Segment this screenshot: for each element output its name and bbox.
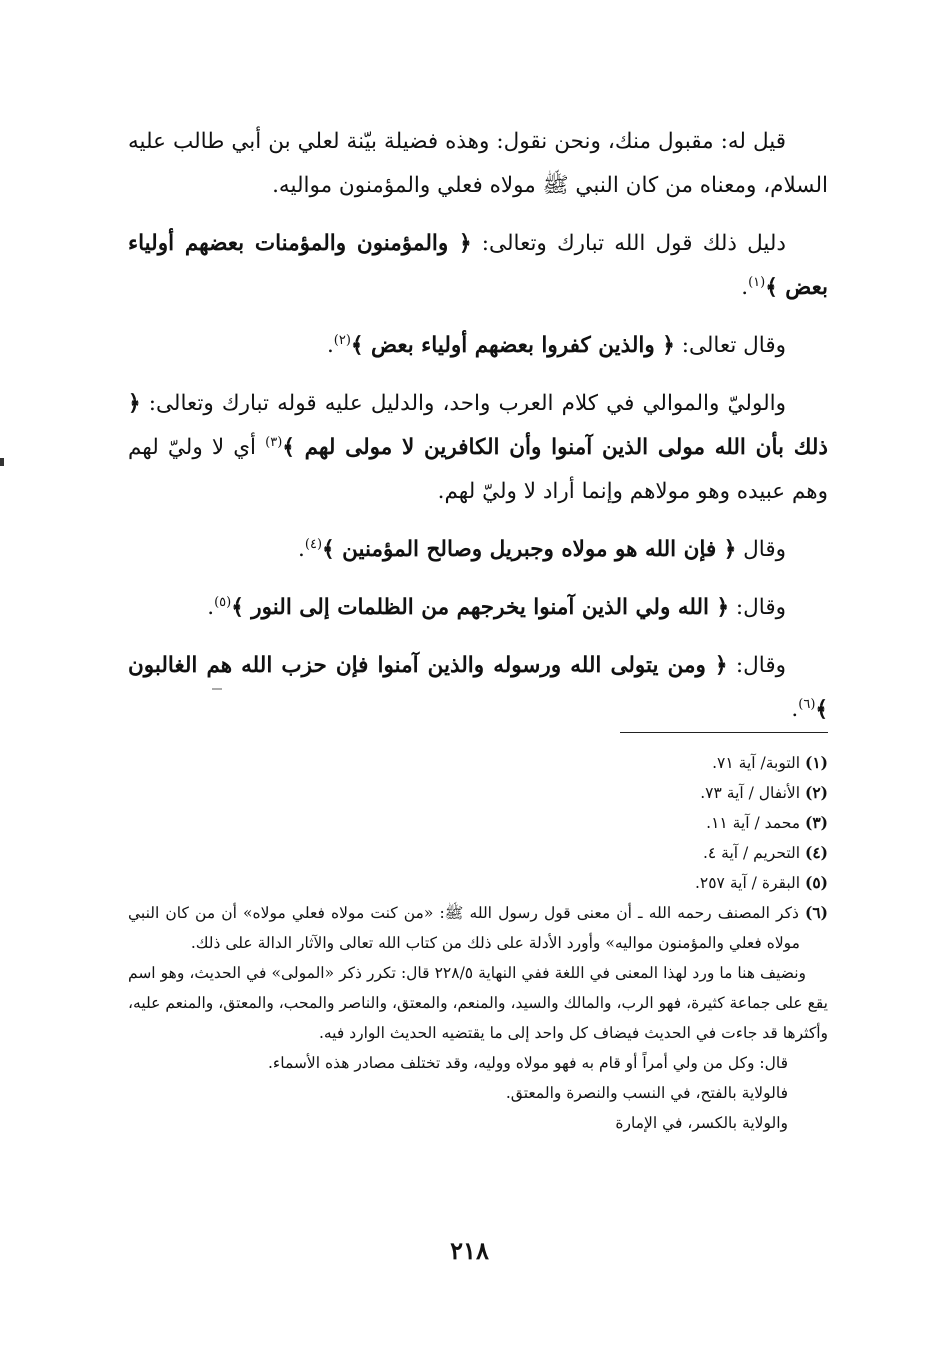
- paragraph-1: قيل له: مقبول منك، ونحن نقول: وهذه فضيلة بيّنة لعلي بن أبي طالب عليه السلام، ومعناه من كان النبي ﷺ مولاه فعلي والمؤمنون مواليه.: [128, 129, 828, 198]
- paragraph-7: وقال: ﴿ ومن يتولى الله ورسوله والذين آمنوا فإن حزب الله هم الغالبون ﴾$^{(٦)}$.: [128, 653, 828, 722]
- footnote-3: (٣) محمد / آية ١١.: [706, 813, 828, 832]
- quran-quote: ﴿ ومن يتولى الله ورسوله والذين آمنوا فإن حزب الله هم الغالبون ﴾: [128, 653, 828, 722]
- paragraph-4: والوليّ والموالي في كلام العرب واحد، والدليل عليه قوله تبارك وتعالى: ﴿ ذلك بأن الله مولى الذين آمنوا وأن الكافرين لا مولى لهم ﴾$^{(٣)}$ أي لا وليّ لهم وهم عبيده وهو مولاهم وإنما أراد لا وليّ لهم.: [128, 391, 828, 504]
- footnote-ref[interactable]: (٦): [798, 696, 816, 712]
- quran-quote: ﴿ الله ولي الذين آمنوا يخرجهم من الظلمات إلى النور ﴾: [231, 595, 730, 620]
- quran-quote: ﴿ والمؤمنون والمؤمنات بعضهم أولياء بعض ﴾: [128, 231, 828, 300]
- quran-quote: ﴿ ذلك بأن الله مولى الذين آمنوا وأن الكافرين لا مولى لهم ﴾: [128, 391, 828, 460]
- page-number: ٢١٨: [450, 1236, 489, 1265]
- footnote-ref[interactable]: (٣): [265, 434, 283, 450]
- footnote-6-addition: ونضيف هنا ما ورد لهذا المعنى في اللغة ففي النهاية ٢٢٨/٥ قال: تكرر ذكر «المولى» في الحديث، وهو اسم يقع على جماعة كثيرة، فهو الرب، والمالك والسيد، والمنعم، والمعتق، والناصر والمحب، والمعتق، والمنعم عليه، وأكثرها قد جاءت في الحديث فيضاف كل واحد إلى ما يقتضيه الحديث الوارد فيه.: [128, 964, 828, 1042]
- footnote-ref[interactable]: (١): [748, 274, 766, 290]
- footnote-4: (٤) التحريم / آية ٤.: [702, 843, 828, 862]
- paragraph-6: وقال: ﴿ الله ولي الذين آمنوا يخرجهم من الظلمات إلى النور ﴾$^{(٥)}$.: [207, 594, 786, 620]
- footnote-1: (١) التوبة/ آية ٧١.: [712, 753, 828, 772]
- footnote-5: (٥) البقرة / آية ٢٥٧.: [694, 873, 828, 892]
- footnote-ref[interactable]: (٥): [214, 594, 232, 610]
- paragraph-2: دليل ذلك قول الله تبارك وتعالى: ﴿ والمؤمنون والمؤمنات بعضهم أولياء بعض ﴾$^{(١)}$.: [128, 231, 828, 300]
- page-content: [128, 120, 828, 1132]
- margin-mark: [0, 458, 4, 466]
- footnote-6-quote-3: والولاية بالكسر، في الإمارة: [615, 1114, 788, 1132]
- quran-quote: ﴿ والذين كفروا بعضهم أولياء بعض ﴾: [350, 333, 675, 358]
- footnote-2: (٢) الأنفال / آية ٧٣.: [700, 783, 828, 802]
- footnote-ref[interactable]: (٤): [304, 536, 323, 552]
- footnote-ref[interactable]: (٢): [333, 332, 351, 348]
- footnote-6: (٦) ذكر المصنف رحمه الله ـ أن معنى قول رسول الله ﷺ: «من كنت مولاه فعلي مولاه» أن من كان النبي مولاه فعلي والمؤمنون مواليه» وأورد الأدلة على ذلك من كتاب الله تعالى والآثار الدالة على ذلك.: [128, 903, 828, 952]
- paragraph-5: وقال ﴿ فإن الله هو مولاه وجبريل وصالح المؤمنين ﴾$^{(٤)}$.: [298, 536, 786, 562]
- main-text: [128, 120, 828, 732]
- footnote-separator: [620, 732, 828, 733]
- footnotes: [128, 748, 828, 1138]
- paragraph-3: وقال تعالى: ﴿ والذين كفروا بعضهم أولياء بعض ﴾$^{(٢)}$.: [326, 332, 786, 358]
- quran-quote: ﴿ فإن الله هو مولاه وجبريل وصالح المؤمنين ﴾: [322, 537, 737, 562]
- footnote-6-quote-1: قال: وكل من ولي أمراً أو قام به فهو مولاه ووليه، وقد تختلف مصادر هذه الأسماء.: [268, 1054, 788, 1072]
- footnote-6-quote-2: فالولاية بالفتح، في النسب والنصرة والمعتق.: [505, 1084, 788, 1102]
